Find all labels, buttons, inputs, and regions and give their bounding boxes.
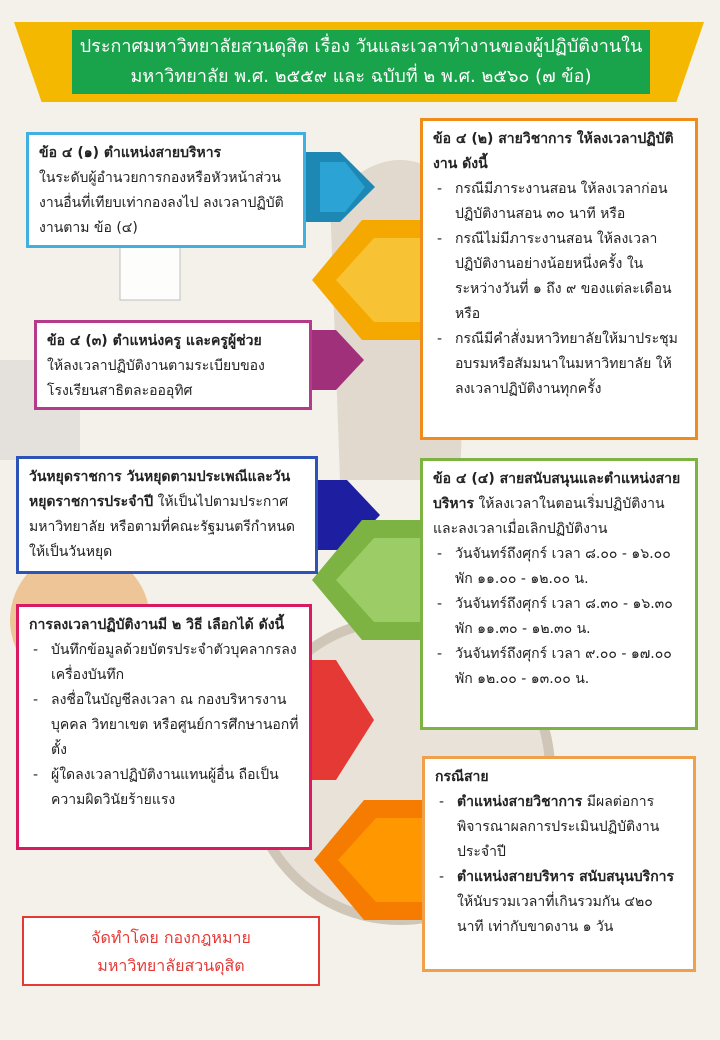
item-bold: ตำแหน่งสายบริหาร สนับสนุนบริการ bbox=[457, 869, 675, 885]
page-title bbox=[72, 30, 650, 94]
box-list bbox=[435, 790, 683, 940]
box-list bbox=[433, 542, 685, 692]
list-item: - บันทึกข้อมูลด้วยบัตรประจำตัวบุคลากรลงเครื่องบันทึก bbox=[29, 638, 299, 688]
box-title: ข้อ ๔ (๔) สายสนับสนุนและตำแหน่งสายบริหาร bbox=[433, 471, 681, 512]
list-item bbox=[435, 790, 683, 865]
box-body: ให้เป็นไปตามประกาศมหาวิทยาลัย หรือตามที่คณะรัฐมนตรีกำหนดให้เป็นวันหยุด bbox=[29, 494, 296, 560]
list-item: - กรณีมีภาระงานสอน ให้ลงเวลาก่อนปฏิบัติงานสอน ๓๐ นาที หรือ bbox=[433, 177, 685, 227]
box-list bbox=[433, 177, 685, 402]
list-item: - ลงชื่อในบัญชีลงเวลา ณ กองบริหารงานบุคคล วิทยาเขต หรือศูนย์การศึกษานอกที่ตั้ง bbox=[29, 688, 299, 763]
box-title: ข้อ ๔ (๑) ตำแหน่งสายบริหาร bbox=[39, 145, 222, 161]
box-title: ข้อ ๔ (๓) ตำแหน่งครู และครูผู้ช่วย bbox=[47, 333, 262, 349]
item-bold: ตำแหน่งสายวิชาการ bbox=[457, 794, 583, 810]
title-line-2: มหาวิทยาลัย พ.ศ. ๒๕๕๙ และ ฉบับที่ ๒ พ.ศ. ๒๕๖๐ (๗ ข้อ) bbox=[130, 66, 592, 87]
arrow-box7 bbox=[314, 800, 424, 920]
footer-line-1: จัดทำโดย กองกฎหมาย bbox=[91, 928, 251, 947]
box-time-recording bbox=[16, 604, 312, 850]
arrow-box3 bbox=[306, 330, 366, 390]
list-item: - ผู้ใดลงเวลาปฏิบัติงานแทนผู้อื่น ถือเป็นความผิดวินัยร้ายแรง bbox=[29, 763, 299, 813]
box-admin-position bbox=[26, 132, 306, 248]
arrow-box6 bbox=[306, 660, 376, 780]
box-late-cases bbox=[422, 756, 696, 972]
list-item: - วันจันทร์ถึงศุกร์ เวลา ๘.๐๐ - ๑๖.๐๐ พัก ๑๑.๐๐ - ๑๒.๐๐ น. bbox=[433, 542, 685, 592]
box-title: กรณีสาย bbox=[435, 769, 489, 785]
box-support-staff bbox=[420, 458, 698, 730]
title-line-1: ประกาศมหาวิทยาลัยสวนดุสิต เรื่อง วันและเวลาทำงานของผู้ปฏิบัติงานใน bbox=[79, 36, 643, 57]
footer-credit bbox=[22, 916, 320, 986]
list-item: - วันจันทร์ถึงศุกร์ เวลา ๘.๓๐ - ๑๖.๓๐ พัก ๑๑.๓๐ - ๑๒.๓๐ น. bbox=[433, 592, 685, 642]
arrow-box2 bbox=[312, 220, 422, 340]
list-item: - กรณีไม่มีภาระงานสอน ให้ลงเวลาปฏิบัติงานอย่างน้อยหนึ่งครั้ง ในระหว่างวันที่ ๑ ถึง ๙ ของแต่ละเดือน หรือ bbox=[433, 227, 685, 327]
box-title: ข้อ ๔ (๒) สายวิชาการ ให้ลงเวลาปฏิบัติงาน ดังนี้ bbox=[433, 131, 674, 172]
box-teachers bbox=[34, 320, 312, 410]
list-item: - วันจันทร์ถึงศุกร์ เวลา ๙.๐๐ - ๑๗.๐๐ พัก ๑๒.๐๐ - ๑๓.๐๐ น. bbox=[433, 642, 685, 692]
box-academic bbox=[420, 118, 698, 440]
list-item bbox=[435, 865, 683, 940]
box-list bbox=[29, 638, 299, 813]
item-text: ให้นับรวมเวลาที่เกินรวมกัน ๔๒๐ นาที เท่ากับขาดงาน ๑ วัน bbox=[457, 894, 653, 935]
footer-line-2: มหาวิทยาลัยสวนดุสิต bbox=[97, 956, 245, 975]
box-body: ให้ลงเวลาปฏิบัติงานตามระเบียบของโรงเรียนสาธิตละอออุทิศ bbox=[47, 358, 265, 399]
list-item: - กรณีมีคำสั่งมหาวิทยาลัยให้มาประชุม อบรมหรือสัมมนาในมหาวิทยาลัย ให้ลงเวลาปฏิบัติงานทุกครั้ง bbox=[433, 327, 685, 402]
arrow-box5 bbox=[312, 520, 422, 640]
box-holidays bbox=[16, 456, 318, 574]
box-title: การลงเวลาปฏิบัติงานมี ๒ วิธี เลือกได้ ดังนี้ bbox=[29, 617, 285, 633]
arrow-box1 bbox=[300, 152, 380, 222]
box-title: วันหยุดราชการ วันหยุดตามประเพณีและวันหยุดราชการประจำปี bbox=[29, 469, 291, 510]
box-body: ให้ลงเวลาในตอนเริ่มปฏิบัติงาน และลงเวลาเมื่อเลิกปฏิบัติงาน bbox=[433, 496, 665, 537]
box-body: ในระดับผู้อำนวยการกองหรือหัวหน้าส่วนงานอื่นที่เทียบเท่ากองลงไป ลงเวลาปฏิบัติงานตาม ข้อ (๔) bbox=[39, 170, 284, 236]
item-text: มีผลต่อการพิจารณาผลการประเมินปฏิบัติงานประจำปี bbox=[457, 794, 660, 860]
